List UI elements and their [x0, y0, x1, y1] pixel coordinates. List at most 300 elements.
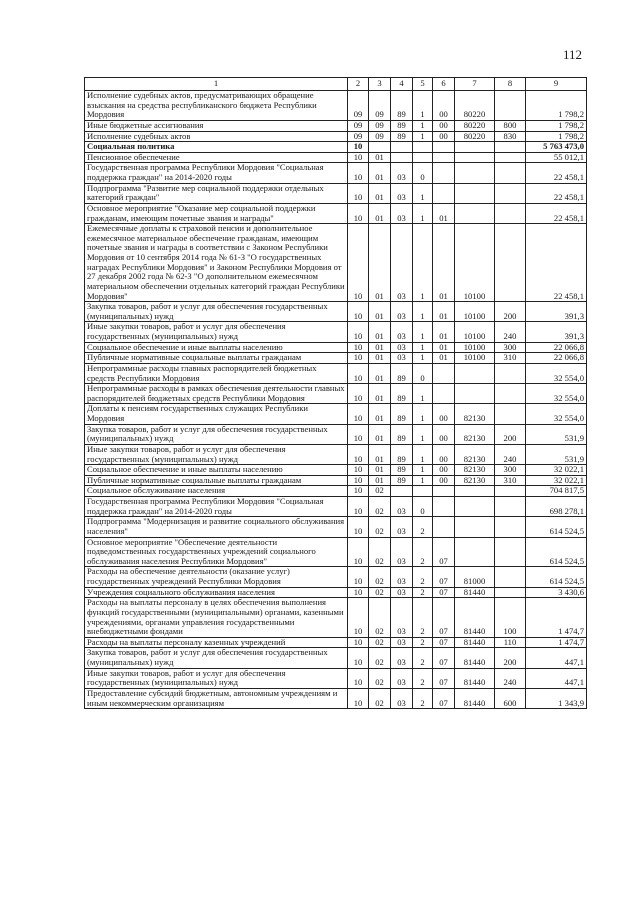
- direction-cell: 82130: [455, 404, 495, 424]
- direction-cell: [455, 163, 495, 183]
- subprogram-cell: 2: [413, 668, 433, 688]
- subprogram-cell: 1: [413, 424, 433, 444]
- amount-cell: 32 554,0: [526, 384, 587, 404]
- row-name-cell: Исполнение судебных актов, предусматривающих обращение взыскания на средства республиканского бюджета Республики Мордовия: [85, 91, 348, 121]
- section-cell: 10: [348, 598, 369, 638]
- table-row: [85, 120, 587, 131]
- program-cell: 03: [391, 598, 413, 638]
- row-name-cell: Социальная политика: [85, 142, 348, 153]
- section-cell: 10: [348, 183, 369, 203]
- table-row: [85, 302, 587, 322]
- program-cell: 89: [391, 384, 413, 404]
- expense-type-cell: 800: [495, 120, 526, 131]
- expense-type-cell: 310: [495, 353, 526, 364]
- direction-cell: [455, 486, 495, 497]
- table-row: [85, 567, 587, 587]
- expense-type-cell: [495, 404, 526, 424]
- subprogram-cell: 1: [413, 404, 433, 424]
- program-cell: 03: [391, 302, 413, 322]
- program-cell: 03: [391, 668, 413, 688]
- section-cell: 09: [348, 120, 369, 131]
- program-cell: 03: [391, 688, 413, 708]
- table-row: [85, 444, 587, 464]
- program-cell: 03: [391, 648, 413, 668]
- table-row: [85, 537, 587, 567]
- program-cell: 03: [391, 163, 413, 183]
- section-cell: 10: [348, 384, 369, 404]
- subprogram-cell: 1: [413, 183, 433, 203]
- subsection-cell: 01: [369, 465, 391, 476]
- amount-cell: 1 474,7: [526, 598, 587, 638]
- subprogram-cell: [413, 142, 433, 153]
- event-cell: 01: [433, 342, 455, 353]
- amount-cell: 704 817,5: [526, 486, 587, 497]
- event-cell: [433, 486, 455, 497]
- direction-cell: 10100: [455, 302, 495, 322]
- direction-cell: 10100: [455, 224, 495, 302]
- subprogram-cell: 0: [413, 497, 433, 517]
- table-row: [85, 637, 587, 648]
- program-cell: 03: [391, 637, 413, 648]
- subprogram-cell: [413, 486, 433, 497]
- direction-cell: 81000: [455, 567, 495, 587]
- header-cell: 7: [455, 78, 495, 91]
- event-cell: 07: [433, 587, 455, 598]
- event-cell: 07: [433, 598, 455, 638]
- row-name-cell: Пенсионное обеспечение: [85, 152, 348, 163]
- section-cell: 10: [348, 465, 369, 476]
- event-cell: 01: [433, 224, 455, 302]
- direction-cell: [455, 152, 495, 163]
- section-cell: 10: [348, 342, 369, 353]
- row-name-cell: Иные бюджетные ассигнования: [85, 120, 348, 131]
- program-cell: 89: [391, 475, 413, 486]
- program-cell: 03: [391, 567, 413, 587]
- table-row: [85, 648, 587, 668]
- event-cell: 00: [433, 465, 455, 476]
- section-cell: 10: [348, 404, 369, 424]
- section-cell: 10: [348, 363, 369, 383]
- event-cell: 07: [433, 637, 455, 648]
- subprogram-cell: 1: [413, 302, 433, 322]
- amount-cell: 698 278,1: [526, 497, 587, 517]
- expense-type-cell: 110: [495, 637, 526, 648]
- expense-type-cell: [495, 203, 526, 223]
- row-name-cell: Непрограммные расходы главных распорядителей бюджетных средств Республики Мордовия: [85, 363, 348, 383]
- amount-cell: 22 458,1: [526, 163, 587, 183]
- amount-cell: 447,1: [526, 668, 587, 688]
- program-cell: 89: [391, 465, 413, 476]
- direction-cell: 81440: [455, 688, 495, 708]
- program-cell: 03: [391, 203, 413, 223]
- direction-cell: 10100: [455, 353, 495, 364]
- header-cell: 3: [369, 78, 391, 91]
- expense-type-cell: 200: [495, 648, 526, 668]
- amount-cell: 22 458,1: [526, 203, 587, 223]
- program-cell: 89: [391, 363, 413, 383]
- program-cell: 03: [391, 517, 413, 537]
- section-cell: 10: [348, 486, 369, 497]
- subprogram-cell: 1: [413, 322, 433, 342]
- section-cell: 10: [348, 668, 369, 688]
- amount-cell: 1 798,2: [526, 91, 587, 121]
- row-name-cell: Закупка товаров, работ и услуг для обеспечения государственных (муниципальных) нужд: [85, 302, 348, 322]
- row-name-cell: Публичные нормативные социальные выплаты гражданам: [85, 475, 348, 486]
- program-cell: [391, 142, 413, 153]
- subsection-cell: 02: [369, 486, 391, 497]
- table-row: [85, 203, 587, 223]
- direction-cell: 10100: [455, 342, 495, 353]
- row-name-cell: Расходы на обеспечение деятельности (оказание услуг) государственных учреждений Республики Мордовия: [85, 567, 348, 587]
- subsection-cell: 01: [369, 342, 391, 353]
- row-name-cell: Основное мероприятие "Обеспечение деятельности подведомственных государственных учреждений социального обслуживания населения Республики Мордовия": [85, 537, 348, 567]
- section-cell: 10: [348, 322, 369, 342]
- table-row: [85, 517, 587, 537]
- expense-type-cell: [495, 384, 526, 404]
- direction-cell: 82130: [455, 424, 495, 444]
- event-cell: [433, 384, 455, 404]
- program-cell: 89: [391, 444, 413, 464]
- subsection-cell: 01: [369, 302, 391, 322]
- table-row: [85, 183, 587, 203]
- subsection-cell: 01: [369, 353, 391, 364]
- subprogram-cell: 1: [413, 224, 433, 302]
- table-row: [85, 131, 587, 142]
- amount-cell: 531,9: [526, 444, 587, 464]
- section-cell: 10: [348, 424, 369, 444]
- expense-type-cell: 310: [495, 475, 526, 486]
- program-cell: 03: [391, 342, 413, 353]
- table-row: [85, 363, 587, 383]
- event-cell: [433, 497, 455, 517]
- row-name-cell: Предоставление субсидий бюджетным, автономным учреждениям и иным некоммерческим организациям: [85, 688, 348, 708]
- row-name-cell: Основное мероприятие "Оказание мер социальной поддержки гражданам, имеющим почетные звания и награды": [85, 203, 348, 223]
- subsection-cell: 02: [369, 637, 391, 648]
- program-cell: 89: [391, 404, 413, 424]
- event-cell: 07: [433, 648, 455, 668]
- row-name-cell: Подпрограмма "Развитие мер социальной поддержки отдельных категорий граждан": [85, 183, 348, 203]
- event-cell: 00: [433, 404, 455, 424]
- expense-type-cell: 200: [495, 302, 526, 322]
- direction-cell: 81440: [455, 637, 495, 648]
- amount-cell: 391,3: [526, 302, 587, 322]
- header-cell: 1: [85, 78, 348, 91]
- amount-cell: 32 022,1: [526, 465, 587, 476]
- subprogram-cell: [413, 152, 433, 163]
- amount-cell: 32 554,0: [526, 404, 587, 424]
- section-cell: 10: [348, 353, 369, 364]
- expense-type-cell: [495, 587, 526, 598]
- amount-cell: 22 066,8: [526, 342, 587, 353]
- expense-type-cell: [495, 163, 526, 183]
- subprogram-cell: 1: [413, 91, 433, 121]
- section-cell: 10: [348, 648, 369, 668]
- table-row: [85, 353, 587, 364]
- direction-cell: [455, 497, 495, 517]
- direction-cell: 82130: [455, 475, 495, 486]
- amount-cell: 3 430,6: [526, 587, 587, 598]
- expense-type-cell: [495, 152, 526, 163]
- table-row: [85, 384, 587, 404]
- event-cell: 01: [433, 203, 455, 223]
- program-cell: 03: [391, 183, 413, 203]
- subsection-cell: 01: [369, 322, 391, 342]
- event-cell: 07: [433, 567, 455, 587]
- event-cell: 01: [433, 302, 455, 322]
- subsection-cell: 01: [369, 203, 391, 223]
- table-row: [85, 91, 587, 121]
- subsection-cell: 09: [369, 120, 391, 131]
- amount-cell: 22 458,1: [526, 183, 587, 203]
- subprogram-cell: 1: [413, 444, 433, 464]
- table-row: [85, 688, 587, 708]
- program-cell: 89: [391, 120, 413, 131]
- table-row: [85, 475, 587, 486]
- row-name-cell: Государственная программа Республики Мордовия "Социальная поддержка граждан" на 2014-2020 годы: [85, 163, 348, 183]
- direction-cell: 80220: [455, 131, 495, 142]
- section-cell: 10: [348, 163, 369, 183]
- direction-cell: 10100: [455, 322, 495, 342]
- table-row: [85, 598, 587, 638]
- table-row: [85, 465, 587, 476]
- subsection-cell: 01: [369, 163, 391, 183]
- expense-type-cell: 100: [495, 598, 526, 638]
- event-cell: 00: [433, 424, 455, 444]
- direction-cell: 80220: [455, 120, 495, 131]
- subsection-cell: 02: [369, 537, 391, 567]
- subsection-cell: 02: [369, 587, 391, 598]
- subsection-cell: [369, 142, 391, 153]
- table-row: [85, 342, 587, 353]
- amount-cell: 5 763 473,0: [526, 142, 587, 153]
- expense-type-cell: 830: [495, 131, 526, 142]
- row-name-cell: Иные закупки товаров, работ и услуг для обеспечения государственных (муниципальных) нужд: [85, 444, 348, 464]
- section-cell: 10: [348, 444, 369, 464]
- row-name-cell: Государственная программа Республики Мордовия "Социальная поддержка граждан" на 2014-2020 годы: [85, 497, 348, 517]
- section-cell: 10: [348, 517, 369, 537]
- subprogram-cell: 2: [413, 688, 433, 708]
- subsection-cell: 02: [369, 567, 391, 587]
- subprogram-cell: 0: [413, 163, 433, 183]
- row-name-cell: Непрограммные расходы в рамках обеспечения деятельности главных распорядителей бюджетных средств Республики Мордовия: [85, 384, 348, 404]
- section-cell: 10: [348, 688, 369, 708]
- subprogram-cell: 1: [413, 120, 433, 131]
- event-cell: 01: [433, 353, 455, 364]
- section-cell: 09: [348, 131, 369, 142]
- event-cell: [433, 517, 455, 537]
- subsection-cell: 09: [369, 131, 391, 142]
- subprogram-cell: 2: [413, 637, 433, 648]
- subsection-cell: 02: [369, 688, 391, 708]
- expense-type-cell: 300: [495, 342, 526, 353]
- direction-cell: 82130: [455, 444, 495, 464]
- table-row: [85, 486, 587, 497]
- header-cell: 9: [526, 78, 587, 91]
- row-name-cell: Публичные нормативные социальные выплаты гражданам: [85, 353, 348, 364]
- program-cell: 03: [391, 497, 413, 517]
- program-cell: 03: [391, 537, 413, 567]
- row-name-cell: Социальное обслуживание населения: [85, 486, 348, 497]
- event-cell: 07: [433, 668, 455, 688]
- header-cell: 2: [348, 78, 369, 91]
- expense-type-cell: 240: [495, 322, 526, 342]
- subsection-cell: 01: [369, 224, 391, 302]
- direction-cell: [455, 363, 495, 383]
- amount-cell: 614 524,5: [526, 567, 587, 587]
- amount-cell: 531,9: [526, 424, 587, 444]
- event-cell: [433, 163, 455, 183]
- expense-type-cell: [495, 486, 526, 497]
- section-cell: 10: [348, 637, 369, 648]
- amount-cell: 1 474,7: [526, 637, 587, 648]
- subprogram-cell: 1: [413, 465, 433, 476]
- header-cell: 6: [433, 78, 455, 91]
- subprogram-cell: 1: [413, 131, 433, 142]
- event-cell: [433, 152, 455, 163]
- section-cell: 10: [348, 537, 369, 567]
- program-cell: 03: [391, 587, 413, 598]
- event-cell: [433, 363, 455, 383]
- subsection-cell: 02: [369, 497, 391, 517]
- page-number: 112: [563, 47, 583, 62]
- table-row: [85, 404, 587, 424]
- program-cell: 03: [391, 353, 413, 364]
- amount-cell: 22 066,8: [526, 353, 587, 364]
- expense-type-cell: [495, 517, 526, 537]
- direction-cell: 81440: [455, 648, 495, 668]
- event-cell: 00: [433, 131, 455, 142]
- event-cell: 00: [433, 91, 455, 121]
- row-name-cell: Учреждения социального обслуживания населения: [85, 587, 348, 598]
- table-row: [85, 224, 587, 302]
- expense-type-cell: [495, 91, 526, 121]
- expense-type-cell: 600: [495, 688, 526, 708]
- expense-type-cell: 240: [495, 668, 526, 688]
- budget-table: [84, 77, 587, 709]
- row-name-cell: Иные закупки товаров, работ и услуг для обеспечения государственных (муниципальных) нужд: [85, 668, 348, 688]
- section-cell: 10: [348, 152, 369, 163]
- row-name-cell: Ежемесячные доплаты к страховой пенсии и дополнительное ежемесячное материальное обеспечение гражданам, имеющим почетные звания и награды в соответствии с Законом Республики Мордовия от 10 сентября 2014 года № 61-З "О государственных наградах Республики Мордовия" и Законом Республики Мордовия от 27 декабря 2002 года № 62-З "О дополнительном ежемесячном материальном обеспечении отдельных категорий граждан Республики Мордовия": [85, 224, 348, 302]
- program-cell: 89: [391, 91, 413, 121]
- event-cell: [433, 183, 455, 203]
- subsection-cell: 02: [369, 668, 391, 688]
- expense-type-cell: 200: [495, 424, 526, 444]
- subsection-cell: 09: [369, 91, 391, 121]
- section-cell: 10: [348, 302, 369, 322]
- subprogram-cell: 2: [413, 648, 433, 668]
- subsection-cell: 01: [369, 152, 391, 163]
- section-cell: 09: [348, 91, 369, 121]
- expense-type-cell: [495, 537, 526, 567]
- section-cell: 10: [348, 587, 369, 598]
- subsection-cell: 02: [369, 648, 391, 668]
- amount-cell: 32 022,1: [526, 475, 587, 486]
- amount-cell: 32 554,0: [526, 363, 587, 383]
- subsection-cell: 02: [369, 598, 391, 638]
- direction-cell: 81440: [455, 668, 495, 688]
- amount-cell: 1 798,2: [526, 120, 587, 131]
- program-cell: 03: [391, 224, 413, 302]
- row-name-cell: Исполнение судебных актов: [85, 131, 348, 142]
- subprogram-cell: 2: [413, 517, 433, 537]
- event-cell: [433, 142, 455, 153]
- section-cell: 10: [348, 142, 369, 153]
- subprogram-cell: 2: [413, 537, 433, 567]
- row-name-cell: Доплаты к пенсиям государственных служащих Республики Мордовия: [85, 404, 348, 424]
- subsection-cell: 01: [369, 404, 391, 424]
- row-name-cell: Социальное обеспечение и иные выплаты населению: [85, 342, 348, 353]
- program-cell: [391, 152, 413, 163]
- event-cell: 01: [433, 322, 455, 342]
- amount-cell: 614 524,5: [526, 537, 587, 567]
- subsection-cell: 01: [369, 475, 391, 486]
- amount-cell: 447,1: [526, 648, 587, 668]
- event-cell: 00: [433, 120, 455, 131]
- table-row: [85, 668, 587, 688]
- event-cell: 00: [433, 444, 455, 464]
- direction-cell: [455, 183, 495, 203]
- section-cell: 10: [348, 224, 369, 302]
- amount-cell: 391,3: [526, 322, 587, 342]
- row-name-cell: Подпрограмма "Модернизация и развитие социального обслуживания населения": [85, 517, 348, 537]
- section-cell: 10: [348, 475, 369, 486]
- program-cell: 03: [391, 322, 413, 342]
- section-cell: 10: [348, 567, 369, 587]
- subprogram-cell: 2: [413, 587, 433, 598]
- program-cell: 89: [391, 131, 413, 142]
- direction-cell: [455, 537, 495, 567]
- direction-cell: [455, 142, 495, 153]
- subprogram-cell: 1: [413, 353, 433, 364]
- direction-cell: [455, 517, 495, 537]
- header-cell: 5: [413, 78, 433, 91]
- row-name-cell: Закупка товаров, работ и услуг для обеспечения государственных (муниципальных) нужд: [85, 648, 348, 668]
- table-row: [85, 152, 587, 163]
- table-row: [85, 163, 587, 183]
- expense-type-cell: [495, 183, 526, 203]
- section-cell: 10: [348, 203, 369, 223]
- row-name-cell: Социальное обеспечение и иные выплаты населению: [85, 465, 348, 476]
- subprogram-cell: 1: [413, 342, 433, 353]
- program-cell: 89: [391, 424, 413, 444]
- table-row: [85, 497, 587, 517]
- subsection-cell: 01: [369, 424, 391, 444]
- amount-cell: 1 798,2: [526, 131, 587, 142]
- row-name-cell: Иные закупки товаров, работ и услуг для обеспечения государственных (муниципальных) нужд: [85, 322, 348, 342]
- direction-cell: 82130: [455, 465, 495, 476]
- header-cell: 4: [391, 78, 413, 91]
- row-name-cell: Расходы на выплаты персоналу казенных учреждений: [85, 637, 348, 648]
- direction-cell: 80220: [455, 91, 495, 121]
- subprogram-cell: 1: [413, 203, 433, 223]
- table-row: [85, 424, 587, 444]
- subsection-cell: 01: [369, 183, 391, 203]
- header-row: [85, 78, 587, 91]
- row-name-cell: Закупка товаров, работ и услуг для обеспечения государственных (муниципальных) нужд: [85, 424, 348, 444]
- direction-cell: 81440: [455, 598, 495, 638]
- table-row: [85, 322, 587, 342]
- expense-type-cell: [495, 363, 526, 383]
- expense-type-cell: [495, 224, 526, 302]
- direction-cell: 81440: [455, 587, 495, 598]
- expense-type-cell: [495, 142, 526, 153]
- subprogram-cell: 1: [413, 475, 433, 486]
- subsection-cell: 01: [369, 444, 391, 464]
- direction-cell: [455, 203, 495, 223]
- header-cell: 8: [495, 78, 526, 91]
- amount-cell: 55 012,1: [526, 152, 587, 163]
- amount-cell: 614 524,5: [526, 517, 587, 537]
